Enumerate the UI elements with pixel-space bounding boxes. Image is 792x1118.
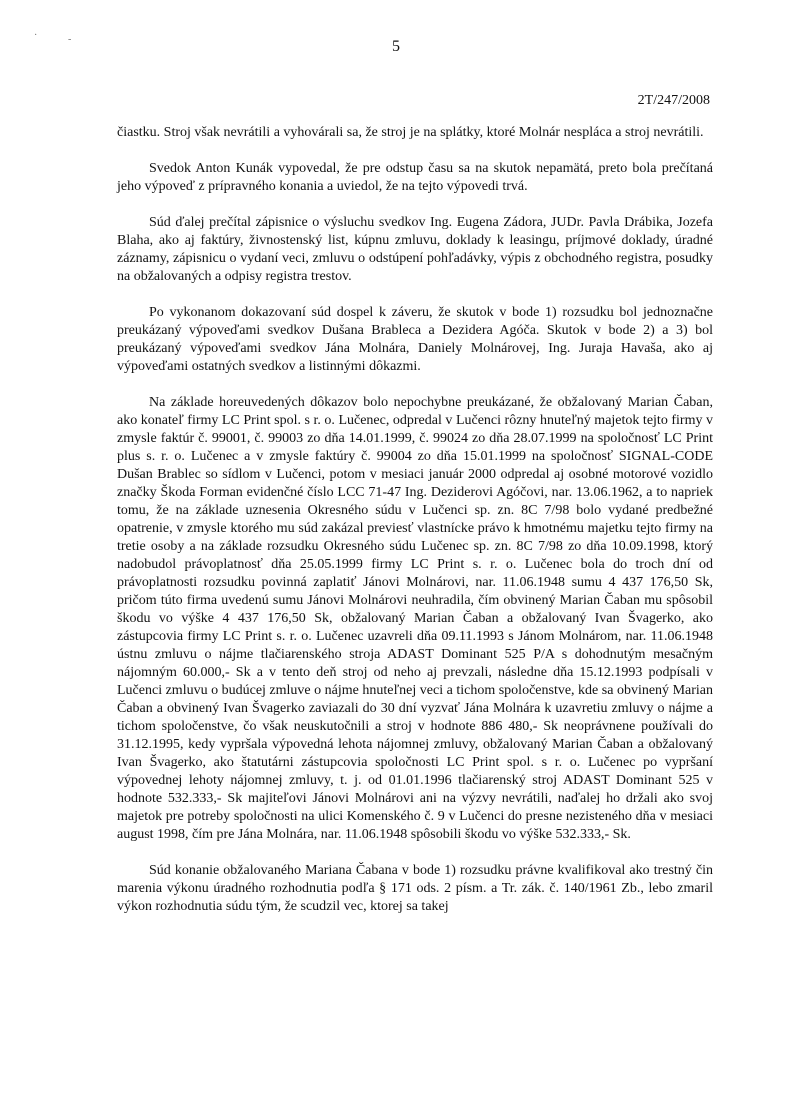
paragraph-facts-established: Na základe horeuvedených dôkazov bolo nepochybne preukázané, že obžalovaný Marian Čaban, ako konateľ firmy LC Print spol. s r. o. Lučenec, odpredal v Lučenci rôzny hnuteľný majetok tejto firmy v zmysle faktúr č. 99001, č. 99003 zo dňa 14.01.1999, č. 99024 zo dňa 28.07.1999 na spoločnosť LC Print plus s. r. o. Lučenec a v zmysle faktúry č. 99004 zo dňa 15.01.1999 na spoločnosť SIGNAL-CODE Dušan Brablec so sídlom v Lučenci, potom v mesiaci január 2000 odpredal aj osobné motorové vozidlo značky Škoda Forman evidenčné číslo LCC 71-47 Ing. Deziderovi Agóčovi, nar. 13.06.1962, a to napriek tomu, že na základe uznesenia Okresného súdu v Lučenci sp. zn. 8C 7/98 bolo vydané predbežné opatrenie, v zmysle ktorého mu súd zakázal previesť vlastnícke právo k hmotnému majetku tejto firmy na tretie osoby a na základe rozsudku Okresného súdu Lučenec sp. zn. 8C 7/98 zo dňa 10.09.1998, ktorý nadobudol právoplatnosť dňa 25.05.1999 firmy LC Print s. r. o. Lučenec bola do troch dní od právoplatnosti rozsudku povinná zaplatiť Jánovi Molnárovi, nar. 11.06.1948 sumu 4 437 176,50 Sk, pričom túto firma uvedenú sumu Jánovi Molnárovi neuhradila, čím obvinený Marian Čaban mu spôsobil škodu vo výške 4 437 176,50 Sk, obžalovaný Marian Čaban a obžalovaný Ivan Švagerko, ako zástupcovia firmy LC Print s. r. o. Lučenec uzavreli dňa 09.11.1993 s Jánom Molnárom, nar. 11.06.1948 ústnu zmluvu o nájme tlačiarenského stroja ADAST Dominant 525 P/A s dohodnutým mesačným nájomným 60.000,- Sk a v tento deň stroj od neho aj prevzali, následne dňa 15.12.1993 podpísali v Lučenci zmluvu o budúcej zmluve o nájme hnuteľnej veci a tichom spoločenstve, kde sa obvinený Marian Čaban a obvinený Ivan Švagerko zaviazali do 30 dní vyzvať Jána Molnára k uzavretiu zmluvy o nájme a tichom spoločenstve, čo však neuskutočnili a stroj v hodnote 886 480,- Sk neoprávnene používali do 31.12.1995, kedy vypršala výpovedná lehota nájomnej zmluvy, obžalovaný Marian Čaban a obžalovaný Ivan Švagerko, ako štatutárni zástupcovia spoločnosti LC Print spol. s r. o. Lučenec po vypršaní výpovednej lehoty nájomnej zmluvy, t. j. od 01.01.1996 tlačiarenský stroj ADAST Dominant 525 v hodnote 532.333,- Sk majiteľovi Jánovi Molnárovi ani na výzvy nevrátili, naďalej ho držali ako svoj majetok pre potreby spoločnosti na ulici Komenského č. 9 v Lučenci do presne nezisteného dňa v mesiaci august 1998, čím pre Jána Molnára, nar. 11.06.1948 spôsobili škodu vo výške 532.333,- Sk. [117, 395, 713, 842]
scan-mark: · [34, 30, 38, 41]
page-number: 5 [392, 38, 400, 55]
document-body [117, 124, 713, 934]
paragraph-witness-kunak: Svedok Anton Kunák vypovedal, že pre odstup času sa na skutok nepamätá, preto bola prečítaná jeho výpoveď z prípravného konania a uviedol, že na tejto výpovedi trvá. [117, 161, 713, 194]
scan-mark: - [68, 34, 72, 45]
paragraph-continuation: čiastku. Stroj však nevrátili a vyhovárali sa, že stroj je na splátky, ktoré Molnár nesplácа a stroj nevrátili. [117, 125, 704, 140]
paragraph-evidence-conclusion: Po vykonanom dokazovaní súd dospel k záveru, že skutok v bode 1) rozsudku bol jednoznačne preukázaný výpoveďami svedkov Dušana Brableca a Dezidera Agóča. Skutok v bode 2) a 3) bol preukázaný výpoveďami svedkov Jána Molnára, Daniely Molnárovej, Ing. Juraja Havaša, ako aj výpoveďami ostatných svedkov a listinnými dôkazmi. [117, 305, 713, 374]
case-reference: 2T/247/2008 [637, 93, 710, 108]
paragraph-records-read: Súd ďalej prečítal zápisnice o výsluchu svedkov Ing. Eugena Zádora, JUDr. Pavla Drábika, Jozefa Blaha, ako aj faktúry, živnostenský list, kúpnu zmluvu, doklady k leasingu, príjmové doklady, úradné záznamy, zápisnicu o vydaní veci, zmluvu o odstúpení pohľadávky, výpis z obchodného registra, posudky na obžalovaných a odpisy registra trestov. [117, 215, 713, 284]
paragraph-legal-qualification: Súd konanie obžalovaného Mariana Čabana v bode 1) rozsudku právne kvalifikoval ako trestný čin marenia výkonu úradného rozhodnutia podľa § 171 ods. 2 písm. a Tr. zák. č. 140/1961 Zb., lebo zmaril výkon rozhodnutia súdu tým, že scudzil vec, ktorej sa takej [117, 863, 713, 914]
